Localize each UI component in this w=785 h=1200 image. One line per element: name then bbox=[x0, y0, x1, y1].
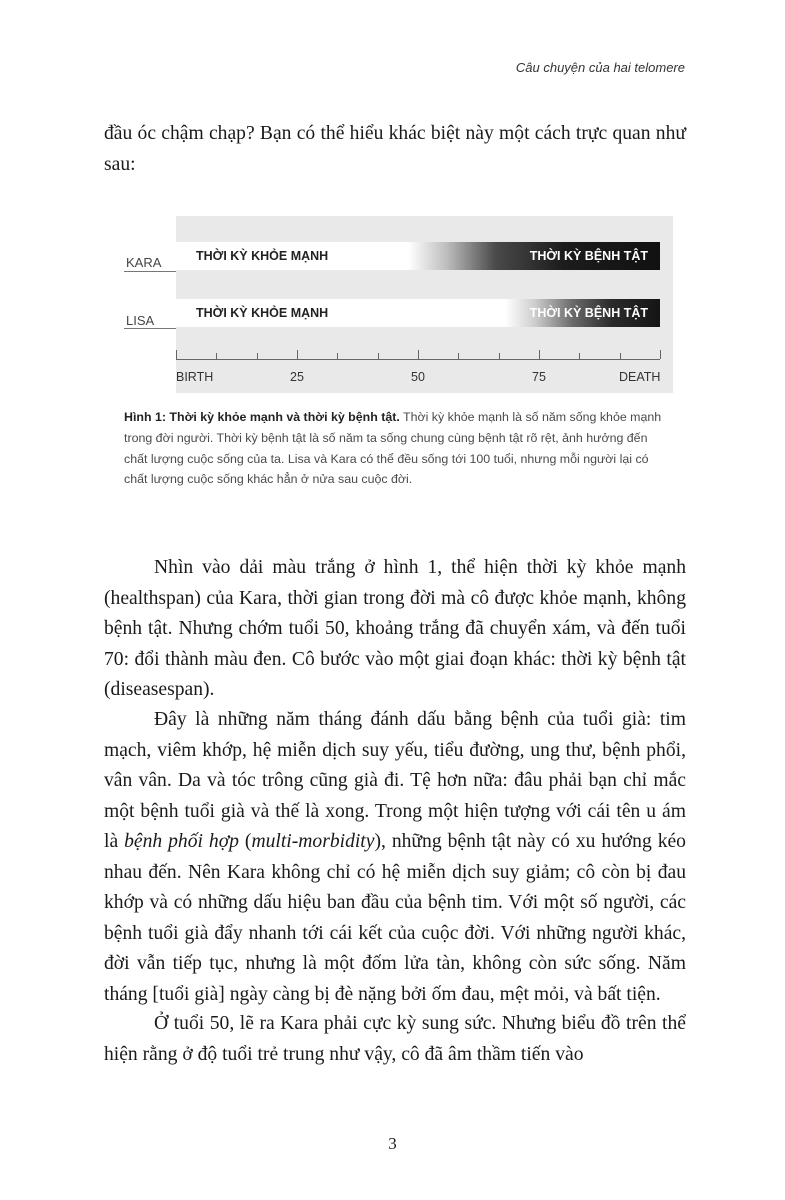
bar-kara bbox=[176, 242, 660, 270]
axis-minor-tick bbox=[499, 353, 500, 359]
bar-disease-label: THỜI KỲ BỆNH TẬT bbox=[529, 249, 648, 263]
figure-caption bbox=[124, 407, 666, 490]
body-paragraph-2 bbox=[104, 705, 686, 1010]
axis-minor-tick bbox=[337, 353, 338, 359]
axis-minor-tick bbox=[579, 353, 580, 359]
axis-major-tick bbox=[176, 350, 177, 359]
row-divider bbox=[124, 328, 176, 329]
bar-disease-label: THỜI KỲ BỆNH TẬT bbox=[529, 306, 648, 320]
body-paragraph-3: Ở tuổi 50, lẽ ra Kara phải cực kỳ sung sức. Nhưng biểu đồ trên thể hiện rằng ở độ tuổi trẻ trung như vậy, cô đã âm thầm tiến vào bbox=[104, 1013, 686, 1065]
p2-text-after: ), những bệnh tật này có xu hướng kéo nhau đến. Nên Kara không chỉ có hệ miễn dịch suy giảm; cô còn bị đau khớp và có những dấu hiệu ban đầu của bệnh tim. Với một số người, các bệnh tuổi già đẩy nhanh tới cái kết của cuộc đời. Với những người khác, đời vẫn tiếp tục, nhưng là một đốm lửa tàn, không còn sức sống. Năm tháng [tuổi già] ngày càng bị đè nặng bởi ốm đau, mệt mỏi, và bất tiện. bbox=[104, 831, 686, 1005]
body-paragraph-1: Nhìn vào dải màu trắng ở hình 1, thể hiện thời kỳ khỏe mạnh (healthspan) của Kara, thời gian trong đời mà cô được khỏe mạnh, không bệnh tật. Nhưng chớm tuổi 50, khoảng trắng đã chuyển xám, và đến tuổi 70: đổi thành màu đen. Cô bước vào một giai đoạn khác: thời kỳ bệnh tật (diseasespan). bbox=[104, 557, 686, 700]
axis-tick-label: 25 bbox=[290, 370, 304, 384]
row-label-kara: KARA bbox=[126, 255, 162, 270]
p2-term-en: multi-morbidity bbox=[251, 831, 375, 852]
bar-healthy-label: THỜI KỲ KHỎE MẠNH bbox=[196, 306, 329, 320]
axis-tick-label: DEATH bbox=[619, 370, 661, 384]
figure-healthspan-chart bbox=[124, 210, 674, 395]
running-header: Câu chuyện của hai telomere bbox=[515, 60, 685, 75]
axis-major-tick bbox=[660, 350, 661, 359]
intro-paragraph: đầu óc chậm chạp? Bạn có thể hiểu khác biệt này một cách trực quan như sau: bbox=[104, 123, 686, 175]
caption-body: Thời kỳ khỏe mạnh là số năm sống khỏe mạnh trong đời người. Thời kỳ bệnh tật là số năm ta sống chung cùng bệnh tật rõ rệt, ảnh hưởng đến chất lượng cuộc sống của ta. Lisa và Kara có thể đều sống tới 100 tuổi, nhưng mỗi người lại có chất lượng cuộc sống khác hẳn ở nửa sau cuộc đời. bbox=[124, 410, 662, 487]
axis-minor-tick bbox=[458, 353, 459, 359]
bar-lisa bbox=[176, 299, 660, 327]
x-axis bbox=[176, 359, 660, 360]
axis-major-tick bbox=[418, 350, 419, 359]
axis-tick-label: BIRTH bbox=[176, 370, 214, 384]
p2-term-vi: bệnh phối hợp bbox=[124, 831, 239, 852]
p2-paren-open: ( bbox=[238, 831, 252, 852]
axis-minor-tick bbox=[216, 353, 217, 359]
axis-tick-label: 75 bbox=[532, 370, 546, 384]
row-label-lisa: LISA bbox=[126, 313, 155, 328]
axis-tick-label: 50 bbox=[411, 370, 425, 384]
axis-minor-tick bbox=[620, 353, 621, 359]
axis-minor-tick bbox=[257, 353, 258, 359]
row-divider bbox=[124, 271, 176, 272]
caption-title: Hình 1: Thời kỳ khỏe mạnh và thời kỳ bệnh tật. bbox=[124, 410, 400, 424]
axis-major-tick bbox=[297, 350, 298, 359]
bar-healthy-label: THỜI KỲ KHỎE MẠNH bbox=[196, 249, 329, 263]
p2-text-before: Đây là những năm tháng đánh dấu bằng bệnh của tuổi già: tim mạch, viêm khớp, hệ miễn dịch suy yếu, tiểu đường, ung thư, bệnh phổi, vân vân. Da và tóc trông cũng già đi. Tệ hơn nữa: đâu phải bạn chỉ mắc một bệnh tuổi già và thế là xong. Trong một hiện tượng với cái tên u ám là bbox=[104, 709, 686, 852]
axis-major-tick bbox=[539, 350, 540, 359]
page-number: 3 bbox=[388, 1134, 397, 1153]
axis-minor-tick bbox=[378, 353, 379, 359]
